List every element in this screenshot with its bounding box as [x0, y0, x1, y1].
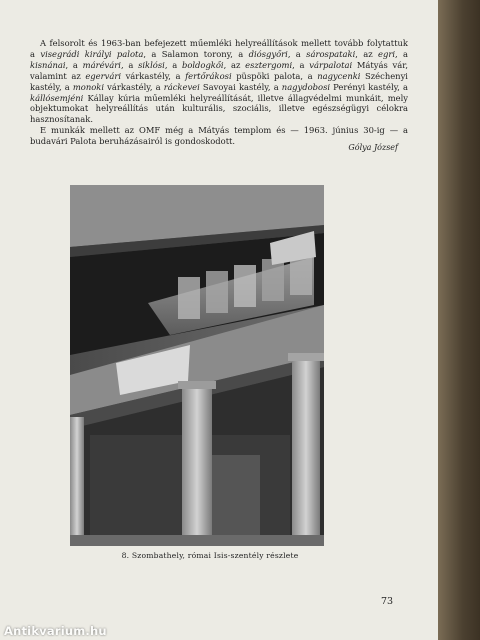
italic-place: kisnánai [30, 59, 66, 70]
italic-place: várpalotai [309, 59, 353, 70]
temple-photo [70, 185, 324, 546]
watermark-text: Antikvarium.hu [4, 624, 107, 638]
paragraph-2: E munkák mellett az OMF még a Mátyás templom és — 1963. június 30-ig — a budavári Palota beruházásairól is gondoskodott. [30, 125, 408, 147]
italic-place: nagycenki [317, 70, 361, 81]
text-run: , az [223, 59, 246, 70]
text-run: püspöki palota, a [231, 70, 318, 81]
text-run: , a Salamon torony, a [143, 48, 249, 59]
italic-place: diósgyőri [248, 48, 288, 59]
italic-place: márévári [82, 59, 121, 70]
italic-place: nagydobosi [281, 81, 331, 92]
text-run: , a [287, 48, 307, 59]
italic-place: esztergomi [245, 59, 293, 70]
photo-drawing [70, 185, 324, 546]
text-run: Perényi kastély, a [330, 81, 408, 92]
italic-place: sárospataki [306, 48, 356, 59]
photo-caption: 8. Szombathely, római Isis-szentély részlete [121, 551, 299, 560]
paragraph-1 [30, 38, 408, 125]
author-signature: Gólya József [348, 143, 398, 152]
italic-place: kállósemjéni [30, 92, 84, 103]
body-text [30, 38, 408, 147]
watermark-logo [4, 620, 144, 636]
italic-place: egervári [85, 70, 121, 81]
text-run: , a [292, 59, 310, 70]
book-spine-shadow [438, 0, 480, 640]
text-run: várkastély, a [121, 70, 186, 81]
italic-place: fertőrákosi [185, 70, 232, 81]
text-run: , a [164, 59, 182, 70]
text-run: Mátyás vár, valamint az [30, 59, 409, 81]
italic-place: siklósi [138, 59, 165, 70]
text-run: , a [65, 59, 83, 70]
italic-place: ráckevei [163, 81, 200, 92]
italic-place: egri [378, 48, 396, 59]
italic-place: visegrádi királyi palota [40, 48, 144, 59]
italic-place: boldogkői [181, 59, 224, 70]
text-run: A felsorolt és 1963-ban befejezett műemléki helyreállítások mellett tovább folytattuk a [30, 38, 408, 59]
italic-place: monoki [72, 81, 105, 92]
text-run: Savoyai kastély, a [199, 81, 282, 92]
text-run: , a [395, 48, 409, 59]
page-number: 73 [380, 596, 394, 607]
text-run: , a [120, 59, 139, 70]
text-run: várkastély, a [104, 81, 164, 92]
text-run: Kállay kúria műemléki helyreállítását, illetve állagvédelmi munkáit, mely objektumokat helyreállítás után kulturális, szociális, illetve egészségügyi célokra hasznosítanak. [30, 92, 408, 125]
text-run: Széchenyi kastély, a [30, 70, 408, 92]
text-run: , az [355, 48, 379, 59]
